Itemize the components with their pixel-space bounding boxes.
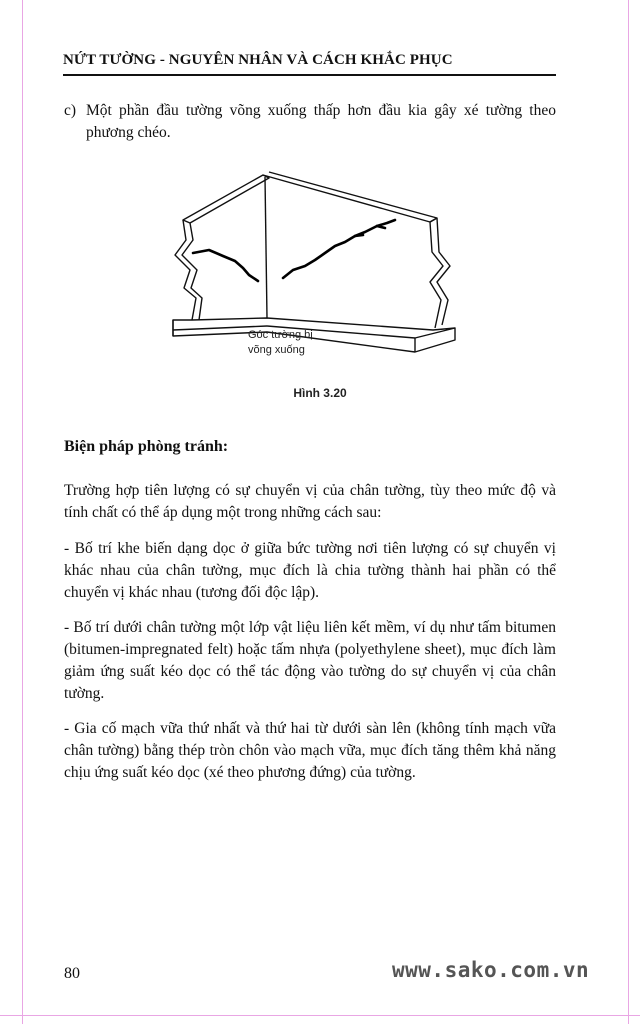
- figure-callout: Góc tường bị võng xuống: [248, 329, 313, 356]
- list-item-c: [64, 100, 556, 144]
- paragraph-measure-2: - Bố trí dưới chân tường một lớp vật liệu liên kết mềm, ví dụ như tấm bitumen (bitumen-impregnated felt) hoặc tấm nhựa (polyethylene sheet), mục đích làm giảm ứng suất kéo dọc có thể tác động vào tường do sự chuyển vị của chân tường.: [64, 619, 556, 702]
- trim-mark-left: [22, 0, 23, 1024]
- page-number: 80: [64, 965, 80, 982]
- list-item-text: Một phần đầu tường võng xuống thấp hơn đầu kia gây xé tường theo phương chéo.: [86, 102, 556, 141]
- list-item-label: c): [64, 102, 77, 119]
- running-header: NỨT TƯỜNG - NGUYÊN NHÂN VÀ CÁCH KHẮC PHỤC: [63, 52, 453, 68]
- trim-mark-bottom: [0, 1015, 640, 1016]
- figure-caption: Hình 3.20: [293, 386, 347, 400]
- paragraph-measure-3: - Gia cố mạch vữa thứ nhất và thứ hai từ dưới sàn lên (không tính mạch vữa chân tường) bằng thép tròn chôn vào mạch vữa, mục đích tăng thêm khả năng chịu ứng suất kéo dọc (xé theo phương đứng) của tường.: [64, 720, 556, 781]
- website-url: www.sako.com.vn: [392, 958, 590, 982]
- trim-mark-right: [628, 0, 629, 1024]
- section-heading: Biện pháp phòng tránh:: [64, 438, 229, 455]
- paragraph-intro: Trường hợp tiên lượng có sự chuyển vị của chân tường, tùy theo mức độ và tính chất có thể áp dụng một trong những cách sau:: [64, 482, 556, 521]
- header-rule: [63, 74, 556, 76]
- paragraph-measure-1: - Bố trí khe biến dạng dọc ở giữa bức tường nơi tiên lượng có sự chuyển vị khác nhau của chân tường, mục đích là chia tường thành hai phần có thể chuyển vị khác nhau (tương đối độc lập).: [64, 540, 556, 601]
